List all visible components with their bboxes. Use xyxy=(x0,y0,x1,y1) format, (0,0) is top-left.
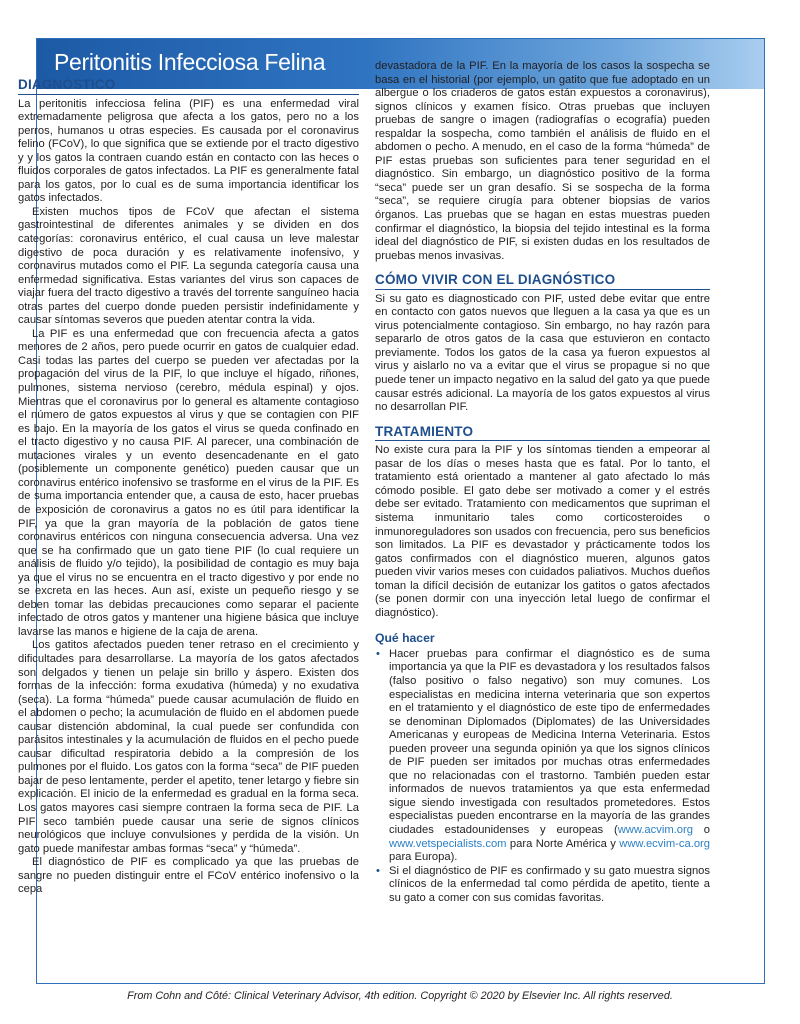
bullet-1-mid-text: para Norte América y xyxy=(506,837,620,850)
link-acvim[interactable]: www.acvim.org xyxy=(617,823,693,836)
left-column xyxy=(18,78,359,897)
bullet-1-text: Hacer pruebas para confirmar el diagnóstico es de suma importancia ya que la PIF es devastadora y los resultados falsos (falso positivo o falso negativo) son muy comunes. Los especialistas en medicina interna veterinaria que son expertos en el tratamiento y el diagnóstico de este tipo de enfermedades se denominan Diplomados (Diplomates) de las Universidades Americanas y europeas de Medicina Interna Veterinaria. Estos pueden proveer una segunda opinión ya que los signos clínicos de PIF pueden ser imitados por muchas otras enfermedades que no relacionadas con el trastorno. También pueden estar informados de nuevos tratamientos ya que esta enfermedad sigue siendo investigada con resultados prometedores. Estos especialistas pueden encontrarse en la mayoría de las grandes ciudades estadounidenses y europeas ( xyxy=(389,647,710,836)
heading-diagnostico: DIAGNÓSTICO xyxy=(18,78,359,95)
copyright-footer: From Cohn and Côté: Clinical Veterinary Advisor, 4th edition. Copyright © 2020 by Elsevier Inc. All rights reserved. xyxy=(127,990,673,1002)
link-conjunction: o xyxy=(692,823,710,836)
diagnosis-paragraph-5: El diagnóstico de PIF es complicado ya que las pruebas de sangre no pueden distinguir entre el FCoV entérico inofensivo o la cepa xyxy=(18,856,359,896)
bullet-icon: • xyxy=(376,864,380,877)
todo-list xyxy=(375,648,710,905)
list-item xyxy=(375,865,710,906)
diagnosis-paragraph-4: Los gatitos afectados pueden tener retraso en el crecimiento y dificultades para desarrollarse. La mayoría de los gatos afectados son delgados y tienen un pelaje sin brillo y áspero. Existen dos formas de la infección: forma exudativa (húmeda) y no exudativa (seca). La forma “húmeda” puede causar acumulación de fluido en el abdomen o pecho; la acumulación de fluido en el abdomen puede causar distención abdominal, la cual puede ser confundida con parásitos intestinales y la acumulación de fluidos en el pecho puede causar dificultad respiratoria debido a la compresión de los pulmones por el fluido. Los gatos con la forma “seca” de PIF pueden bajar de peso lentamente, perder el apetito, tener letargo y fiebre sin explicación. El inicio de la enfermedad es gradual en la forma seca. Los gatos mayores casi siempre contraen la forma seca de PIF. La PIF seco también puede causar una serie de signos clínicos neurológicos que incluye convulsiones y perdida de la visión. Un gato puede manifestar ambas formas “seca” y “húmeda”. xyxy=(18,639,359,855)
bullet-icon: • xyxy=(376,647,380,660)
diagnosis-paragraph-1: La peritonitis infecciosa felina (PIF) es una enfermedad viral extremadamente peligrosa que afecta a los gatos, pero no a los perros, humanos u otras especies. Es causada por el coronavirus felino (FCoV), lo que significa que se extiende por el tracto digestivo y y los gatos la contraen cuando están en contacto con las heces o fluidos corporales de gatos infectados. La PIF es generalmente fatal para los gatos, por lo cual es de suma importancia identificar los gatos infectados. xyxy=(18,97,359,205)
heading-tratamiento: TRATAMIENTO xyxy=(375,425,710,442)
right-column xyxy=(375,60,710,905)
link-ecvim[interactable]: www.ecvim-ca.org xyxy=(619,837,710,850)
heading-como-vivir: CÓMO VIVIR CON EL DIAGNÓSTICO xyxy=(375,273,710,290)
diagnosis-paragraph-3: La PIF es una enfermedad que con frecuencia afecta a gatos menores de 2 años, pero puede ocurrir en gatos de cualquier edad. Casi todas las partes del cuerpo se pueden ver afectadas por la propagación del virus de la PIF, lo que incluye el hígado, riñones, pulmones, sistema nervioso (cerebro, médula espinal) y ojos. Mientras que el coronavirus por lo general es altamente contagioso el número de gatos expuestos al virus y que se contagien con PIF es bajo. En la mayoría de los gatos el virus se queda confinado en el tracto digestivo y no causa PIF. Al parecer, una combinación de mutaciones virales y un evento desencadenante en el gato (posiblemente un componente genético) pueden causar que un coronavirus entérico inofensivo se trasforme en el virus de la PIF. Es de suma importancia entender que, a causa de esto, hacer pruebas de exposición de coronavirus a gatos no es útil para identificar la PIF, ya que la gran mayoría de la población de gatos tiene coronavirus entéricos con ninguna consecuencia adversa. Una vez que se ha confirmado que un gato tiene PIF (lo cual requiere un análisis de fluido y/o tejido), la posibilidad de contagio es muy baja ya que el virus no se encuentra en el tracto digestivo y por ende no se excreta en las heces. Aun así, existe un pequeño riesgo y se deben tomar las debidas precauciones como separar el paciente infectado de otros gatos y mantener una higiene básica que incluye lavarse las manos e higiene de la caja de arena. xyxy=(18,327,359,638)
living-paragraph: Si su gato es diagnosticado con PIF, usted debe evitar que entre en contacto con gatos nuevos que lleguen a la casa ya que es un virus potencialmente contagioso. Sin embargo, no hay razón para separarlo de otros gatos de la casa que estuvieron en contacto previamente. Todos los gatos de la casa ya fueron expuestos al virus y aislarlo no va a evitar que el virus se propague si no que puede tener un impacto negativo en la salud del gato ya que puede causar estrés adicional. La mayoría de los gatos expuestos al virus no desarrollan PIF. xyxy=(375,292,710,414)
list-item xyxy=(375,648,710,865)
diagnosis-paragraph-2: Existen muchos tipos de FCoV que afectan el sistema gastrointestinal de diferentes animales y se dividen en dos categorías: coronavirus entérico, el cual causa un leve malestar digestivo de poca duración y es relativamente inofensivo, y coronavirus mutados como el PIF. La segunda categoría causa una enfermedad significativa. Estas variantes del virus son capaces de viajar fuera del tracto digestivo a través del torrente sanguíneo hacia otras partes del cuerpo donde pueden persistir indefinidamente y causar síntomas severos que pueden atentar contra la vida. xyxy=(18,205,359,327)
diagnosis-continued: devastadora de la PIF. En la mayoría de los casos la sospecha se basa en el historial (por ejemplo, un gatito que fue adoptado en un albergue o los criaderos de gatos están expuestos a coronavirus), signos clínicos y examen físico. Otras pruebas que incluyen pruebas de sangre o imagen (radiografías o ecografía) pueden respaldar la sospecha, como también el análisis de fluido en el abdomen o pecho. A menudo, en el caso de la forma “húmeda” de PIF estas pruebas son suficientes para tener seguridad en el diagnóstico. Sin embargo, un diagnóstico positivo de la forma “seca” puede ser un gran desafío. Si se sospecha de la forma “seca”, se requiere cirugía para obtener biopsias de varios órganos. Las pruebas que se hagan en estas muestras pueden confirmar el diagnóstico, la biopsia del tejido intestinal es la forma ideal del diagnóstico de PIF, si existen dudas en los resultados de pruebas menos invasivas. xyxy=(375,60,710,262)
treatment-paragraph: No existe cura para la PIF y los síntomas tienden a empeorar al pasar de los días o meses hasta que es fatal. Por lo tanto, el tratamiento está orientado a mantener al gato afectado lo más cómodo posible. El gato debe ser motivado a comer y el estrés debe ser evitado. Tratamiento con medicamentos que supriman el sistema inmunitario tales como corticosteroides o inmunoreguladores son usados con frecuencia, pero sus beneficios son limitados. La PIF es devastador y prácticamente todos los gatos confirmados con el diagnóstico mueren, algunos gatos pueden vivir varios meses con cuidados paliativos. Muchos dueños toman la difícil decisión de eutanizar los gatitos o gatos afectados (se ponen dormir con una inyección letal luego de confirmar el diagnóstico). xyxy=(375,444,710,619)
link-vetspecialists[interactable]: www.vetspecialists.com xyxy=(389,837,507,850)
bullet-1-end-text: para Europa). xyxy=(389,851,458,864)
bullet-2-text: Si el diagnóstico de PIF es confirmado y su gato muestra signos clínicos de la enfermedad tal como pérdida de apetito, tiente a su gato a comer con sus comidas favoritas. xyxy=(389,864,710,904)
heading-que-hacer: Qué hacer xyxy=(375,631,435,646)
document-title: Peritonitis Infecciosa Felina xyxy=(54,49,326,75)
